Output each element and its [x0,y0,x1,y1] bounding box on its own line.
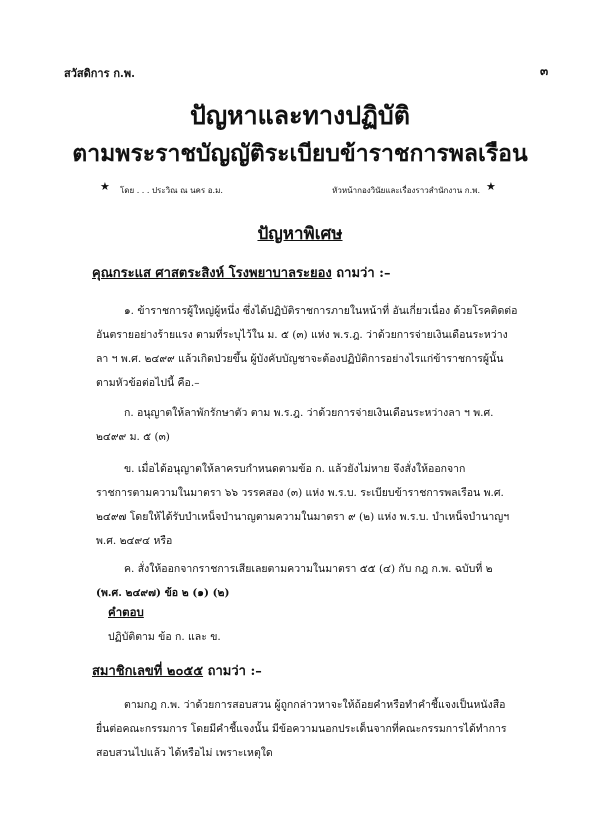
byline [120,184,480,197]
question-1-line: ก. อนุญาตให้ลาพักรักษาตัว ตาม พ.ร.ฎ. ว่าด้วยการจ่ายเงินเดือนระหว่างลา ฯ พ.ศ. [124,407,494,419]
answer-text: ปฏิบัติตาม ข้อ ก. และ ข. [108,631,221,643]
question-1-line: อันตรายอย่างร้ายแรง ตามที่ระบุไว้ใน ม. ๕ (๓) แห่ง พ.ร.ฎ. ว่าด้วยการจ่ายเงินเดือนระหว่าง [96,329,508,341]
section-title: ปัญหาพิเศษ [257,224,343,244]
question-1-line: (พ.ศ. ๒๔๙๗) ข้อ ๒ (๑) (๒) [96,587,230,599]
star-right-icon: ★ [486,180,496,193]
question-1-line: ๒๔๙๗ โดยให้ได้รับบำเหน็จบำนาญตามความในมาตรา ๙ (๒) แห่ง พ.ร.บ. บำเหน็จบำนาญฯ [96,511,510,523]
question-2-asker: สมาชิกเลขที่ ๒๐๕๕ [92,664,204,679]
question-1-line: พ.ศ. ๒๔๙๔ หรือ [96,535,173,547]
question-2-heading [92,660,262,681]
question-2-line: สอบสวนไปแล้ว ได้หรือไม่ เพราะเหตุใด [96,747,273,759]
byline-role: หัวหน้ากองวินัยและเรื่องราวสำนักงาน ก.พ. [332,186,480,195]
question-2-line: ตามกฎ ก.พ. ว่าด้วยการสอบสวน ผู้ถูกกล่าวหาจะให้ถ้อยคำหรือทำคำชี้แจงเป็นหนังสือ [124,699,506,711]
answer-heading: คำตอบ [108,605,144,619]
question-1-line: ราชการตามความในมาตรา ๖๖ วรรคสอง (๓) แห่ง พ.ร.บ. ระเบียบข้าราชการพลเรือน พ.ศ. [96,487,504,499]
title-line-2: ตามพระราชบัญญัติระเบียบข้าราชการพลเรือน [72,140,528,167]
page-number: ๓ [540,64,549,78]
question-1-line: ข. เมื่อได้อนุญาตให้ลาครบกำหนดตามข้อ ก. แล้วยังไม่หาย จึงสั่งให้ออกจาก [124,463,466,475]
question-1-line: ค. สั่งให้ออกจากราชการเสียเลยตามความในมาตรา ๕๕ (๔) กับ กฎ ก.พ. ฉบับที่ ๒ [124,563,493,575]
question-1-line: ๒๔๙๙ ม. ๕ (๓) [96,431,170,443]
question-1-asker: คุณกระแส ศาสตระสิงห์ โรงพยาบาลระยอง [92,266,332,281]
question-1-line: ๑. ข้าราชการผู้ใหญ่ผู้หนึ่ง ซึ่งได้ปฏิบัติราชการภายในหน้าที่ อันเกี่ยวเนื่อง ด้วยโรคติดต่อ [124,305,518,317]
running-header: สวัสดิการ ก.พ. [64,67,135,80]
question-1-line: ลา ฯ พ.ศ. ๒๔๙๙ แล้วเกิดป่วยขึ้น ผู้บังคับบัญชาจะต้องปฏิบัติการอย่างไรแก่ข้าราชการผู้นั้น [96,353,504,365]
star-left-icon: ★ [100,180,110,193]
question-1-asks: ถามว่า :– [336,266,391,281]
question-1-line: ตามหัวข้อต่อไปนี้ คือ.– [96,377,200,389]
title-line-1: ปัญหาและทางปฏิบัติ [189,101,411,130]
byline-author: โดย . . . ประวิณ ณ นคร อ.ม. [120,186,223,195]
question-1-heading [92,262,390,283]
question-2-line: ยื่นต่อคณะกรรมการ โดยมีคำชี้แจงนั้น มีข้อความนอกประเด็นจากที่คณะกรรมการได้ทำการ [96,723,507,735]
question-2-asks: ถามว่า :– [207,664,262,679]
